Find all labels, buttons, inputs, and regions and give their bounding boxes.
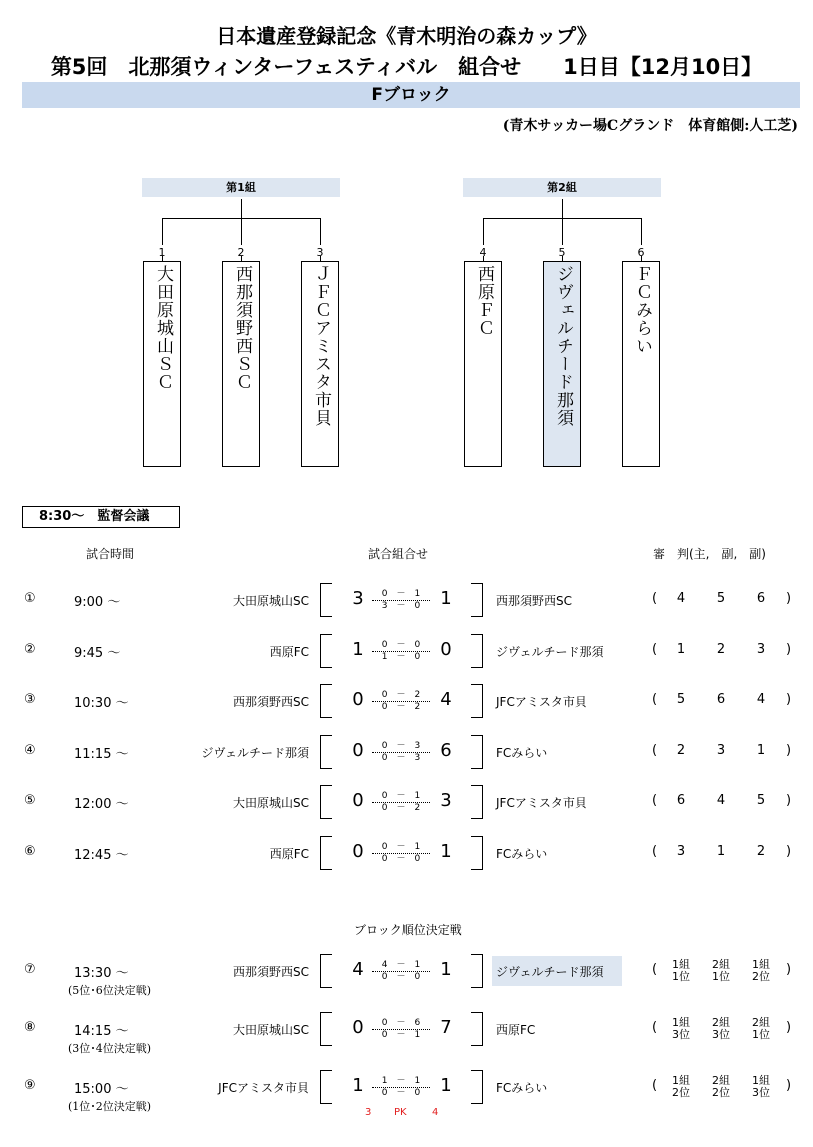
referee-assignment [666, 1017, 696, 1041]
referee-number: 2 [756, 844, 766, 859]
team-number: 1 [158, 246, 166, 259]
second-half-score: 0 － 0 [381, 1088, 421, 1098]
half-scores [372, 589, 430, 612]
team-box [464, 261, 502, 467]
referee-paren-close: ) [786, 641, 792, 657]
referee-paren-open: ( [652, 1078, 658, 1093]
home-team: 西原FC [269, 847, 309, 861]
home-score: 0 [352, 841, 364, 862]
second-half-score: 0 － 2 [381, 702, 421, 713]
pk-away: 4 [432, 1107, 439, 1118]
second-half-score: 0 － 2 [381, 803, 421, 814]
match-number: ① [24, 591, 36, 606]
team-name: 西原ＦＣ [474, 265, 494, 337]
referee-paren-open: ( [652, 793, 658, 809]
referee-paren-close: ) [786, 692, 792, 708]
away-bracket [471, 954, 483, 988]
away-score: 1 [440, 959, 452, 980]
match-note: (3位･4位決定戦) [68, 1042, 152, 1055]
team-box [222, 261, 260, 467]
referee-assignment [666, 1075, 696, 1099]
home-score: 3 [352, 588, 364, 609]
away-team: FCみらい [496, 847, 548, 861]
referee-group: 2組 [712, 958, 730, 971]
header-time: 試合時間 [86, 547, 135, 561]
referee-assignment [666, 959, 696, 983]
home-score: 0 [352, 739, 364, 761]
referee-group: 1組 [672, 1074, 690, 1087]
referee-assignment [746, 959, 776, 983]
first-half-score: 1 － 1 [372, 1076, 430, 1088]
away-score: 6 [440, 739, 452, 761]
team-number: 6 [637, 246, 645, 259]
match-number: ⑧ [24, 1020, 36, 1035]
match-time: 13:30 ～ [74, 966, 129, 981]
home-team: 大田原城山SC [233, 796, 309, 811]
away-bracket [471, 1070, 483, 1104]
referee-number: 2 [716, 641, 726, 657]
first-half-score: 4 － 1 [372, 960, 430, 972]
home-team: 大田原城山SC [233, 1023, 309, 1037]
team-name: 大田原城山ＳＣ [153, 265, 173, 391]
referee-number: 5 [676, 692, 686, 708]
referee-number: 4 [676, 591, 686, 606]
first-half-score: 0 － 6 [372, 1018, 430, 1030]
away-bracket [471, 785, 483, 819]
title-line-1: 日本遺産登録記念《青木明治の森カップ》 [216, 24, 597, 48]
referee-assignment [746, 1017, 776, 1041]
first-half-score: 0 － 1 [372, 791, 430, 803]
referee-group: 1組 [752, 958, 770, 971]
away-team: 西那須野西SC [496, 594, 572, 608]
referee-paren-open: ( [652, 962, 658, 977]
away-bracket [471, 684, 483, 718]
referee-number: 3 [756, 641, 766, 657]
away-team: ジヴェルチード那須 [496, 965, 604, 979]
referee-assignment [706, 1017, 736, 1041]
header-match: 試合組合せ [368, 547, 429, 561]
home-score: 1 [352, 1075, 364, 1096]
home-team: 西那須野西SC [233, 695, 309, 710]
match-time: 12:00 ～ [74, 797, 129, 813]
away-bracket [471, 1012, 483, 1046]
referee-group: 1組 [672, 1016, 690, 1029]
referee-paren-open: ( [652, 641, 658, 657]
referee-paren-close: ) [786, 962, 792, 977]
team-box [622, 261, 660, 467]
referee-number: 5 [716, 591, 726, 606]
referee-paren-open: ( [652, 1020, 658, 1035]
away-score: 7 [440, 1017, 452, 1038]
venue-label: (青木サッカー場Cグランド 体育館側:人工芝) [502, 118, 798, 134]
away-team: FCみらい [496, 745, 548, 760]
away-bracket [471, 583, 483, 617]
referee-number: 3 [716, 742, 726, 758]
match-time: 9:00 ～ [74, 595, 121, 610]
half-scores [372, 690, 430, 713]
home-score: 0 [352, 1017, 364, 1038]
bracket-leg [641, 218, 642, 245]
match-number: ⑤ [24, 793, 36, 809]
half-scores [372, 842, 430, 865]
referee-paren-open: ( [652, 692, 658, 708]
title-line-2: 第5回 北那須ウィンターフェスティバル 組合せ 1日目【12月10日】 [50, 55, 763, 79]
match-number: ④ [24, 742, 36, 758]
home-bracket [320, 1070, 332, 1104]
match-number: ⑦ [24, 962, 36, 977]
bracket-leg [483, 218, 484, 245]
referee-number: 4 [716, 793, 726, 809]
second-half-score: 3 － 0 [381, 601, 421, 611]
referee-number: 4 [756, 692, 766, 708]
match-number: ⑨ [24, 1078, 36, 1093]
bracket-leg [320, 218, 321, 245]
team-number: 5 [558, 246, 566, 259]
away-team: FCみらい [496, 1081, 548, 1095]
bracket-stem [241, 199, 242, 218]
home-team: JFCアミスタ市貝 [218, 1081, 309, 1095]
second-half-score: 0 － 0 [381, 972, 421, 982]
team-name: ジヴェルチード那須 [553, 265, 573, 427]
team-number: 4 [479, 246, 487, 259]
group-header: 第1組 [142, 178, 340, 197]
second-half-score: 0 － 1 [381, 1030, 421, 1040]
half-scores [372, 1076, 430, 1099]
away-score: 4 [440, 689, 452, 711]
referee-rank: 1位 [672, 970, 690, 983]
match-time: 15:00 ～ [74, 1082, 129, 1097]
referee-paren-close: ) [786, 591, 792, 606]
referee-rank: 3位 [752, 1086, 770, 1099]
match-time: 11:15 ～ [74, 746, 129, 762]
referee-number: 3 [676, 844, 686, 859]
team-box [543, 261, 581, 467]
referee-number: 1 [756, 742, 766, 758]
first-half-score: 0 － 1 [372, 842, 430, 854]
match-note: (1位･2位決定戦) [68, 1100, 152, 1113]
first-half-score: 0 － 3 [372, 741, 430, 753]
away-score: 1 [440, 1075, 452, 1096]
team-name: ＪＦＣアミスタ市貝 [311, 265, 331, 427]
referee-number: 1 [716, 844, 726, 859]
referee-paren-close: ) [786, 793, 792, 809]
match-number: ⑥ [24, 844, 36, 859]
referee-assignment [706, 1075, 736, 1099]
home-bracket [320, 684, 332, 718]
team-box [301, 261, 339, 467]
referee-number: 2 [676, 742, 686, 758]
home-score: 0 [352, 689, 364, 711]
match-time: 12:45 ～ [74, 848, 129, 863]
team-name: ＦＣみらい [632, 265, 652, 355]
referee-group: 2組 [712, 1016, 730, 1029]
referee-number: 5 [756, 793, 766, 809]
first-half-score: 0 － 0 [372, 640, 430, 652]
second-half-score: 1 － 0 [381, 651, 421, 662]
referee-paren-open: ( [652, 844, 658, 859]
home-bracket [320, 583, 332, 617]
away-score: 3 [440, 790, 452, 812]
block-title: Fブロック [22, 82, 800, 108]
home-score: 1 [352, 638, 364, 660]
away-score: 1 [440, 841, 452, 862]
bracket-leg [162, 218, 163, 245]
home-team: 西原FC [269, 644, 309, 659]
referee-rank: 1位 [712, 970, 730, 983]
second-half-score: 0 － 3 [381, 752, 421, 763]
away-team: ジヴェルチード那須 [496, 644, 604, 659]
away-bracket [471, 836, 483, 870]
referee-paren-close: ) [786, 844, 792, 859]
referee-group: 1組 [752, 1074, 770, 1087]
half-scores [372, 960, 430, 983]
home-bracket [320, 634, 332, 668]
home-score: 0 [352, 790, 364, 812]
referee-number: 6 [676, 793, 686, 809]
away-team: 西原FC [496, 1023, 536, 1037]
referee-number: 6 [716, 692, 726, 708]
referee-rank: 3位 [672, 1028, 690, 1041]
half-scores [372, 640, 430, 663]
referee-assignment [706, 959, 736, 983]
match-time: 9:45 ～ [74, 645, 121, 661]
referee-rank: 2位 [712, 1086, 730, 1099]
home-score: 4 [352, 959, 364, 980]
referee-group: 1組 [672, 958, 690, 971]
referee-rank: 2位 [672, 1086, 690, 1099]
referee-rank: 3位 [712, 1028, 730, 1041]
away-bracket [471, 735, 483, 769]
match-note: (5位･6位決定戦) [68, 984, 152, 997]
away-score: 1 [440, 588, 452, 609]
team-number: 2 [237, 246, 245, 259]
away-bracket [471, 634, 483, 668]
referee-paren-close: ) [786, 742, 792, 758]
bracket-leg [241, 218, 242, 245]
half-scores [372, 1018, 430, 1041]
first-half-score: 0 － 2 [372, 690, 430, 702]
home-team: 西那須野西SC [233, 965, 309, 979]
referee-number: 1 [676, 641, 686, 657]
referee-paren-open: ( [652, 742, 658, 758]
away-score: 0 [440, 638, 452, 660]
pk-label: PK [394, 1107, 407, 1118]
half-scores [372, 741, 430, 764]
referee-assignment [746, 1075, 776, 1099]
home-team: ジヴェルチード那須 [201, 745, 309, 760]
home-bracket [320, 1012, 332, 1046]
referee-paren-close: ) [786, 1020, 792, 1035]
group-header: 第2組 [463, 178, 661, 197]
pk-home: 3 [365, 1107, 372, 1118]
home-bracket [320, 785, 332, 819]
referee-group: 2組 [712, 1074, 730, 1087]
referee-rank: 1位 [752, 1028, 770, 1041]
second-half-score: 0 － 0 [381, 854, 421, 864]
referee-number: 6 [756, 591, 766, 606]
team-name: 西那須野西ＳＣ [232, 265, 252, 391]
team-number: 3 [316, 246, 324, 259]
bracket-stem [562, 199, 563, 218]
ranking-title: ブロック順位決定戦 [354, 923, 462, 937]
home-bracket [320, 836, 332, 870]
referee-rank: 2位 [752, 970, 770, 983]
away-team: JFCアミスタ市貝 [496, 695, 587, 710]
match-time: 14:15 ～ [74, 1024, 129, 1039]
home-team: 大田原城山SC [233, 594, 309, 608]
half-scores [372, 791, 430, 814]
home-bracket [320, 735, 332, 769]
home-bracket [320, 954, 332, 988]
referee-paren-open: ( [652, 591, 658, 606]
bracket-leg [562, 218, 563, 245]
match-time: 10:30 ～ [74, 696, 129, 712]
match-number: ③ [24, 692, 36, 708]
first-half-score: 0 － 1 [372, 589, 430, 601]
match-number: ② [24, 641, 36, 657]
team-box [143, 261, 181, 467]
referee-paren-close: ) [786, 1078, 792, 1093]
away-team: JFCアミスタ市貝 [496, 796, 587, 811]
meeting-label: 8:30～ 監督会議 [22, 506, 180, 528]
header-referee: 審 判(主, 副, 副) [653, 547, 766, 561]
referee-group: 2組 [752, 1016, 770, 1029]
